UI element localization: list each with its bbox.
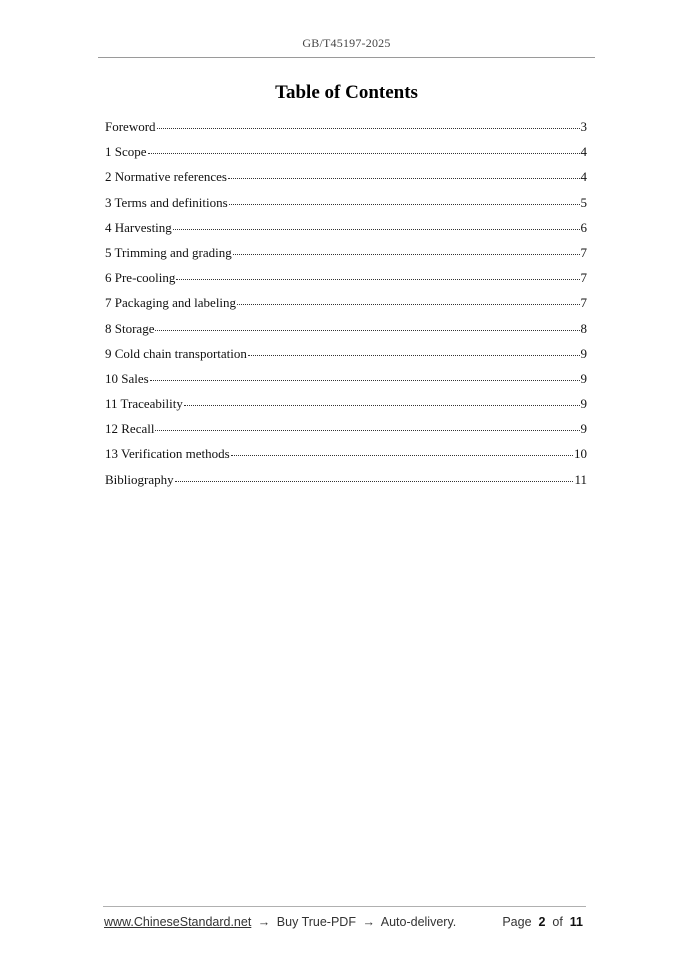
toc-entry-label: 6 Pre-cooling: [105, 270, 176, 286]
toc-entry-page-number: 4: [580, 169, 587, 185]
toc-dot-leader: [148, 149, 580, 154]
toc-entry-label: 1 Scope: [105, 144, 147, 160]
of-word: of: [552, 915, 563, 929]
toc-entry-label: 12 Recall: [105, 421, 155, 437]
toc-entry-page-number: 7: [580, 270, 587, 286]
footer-delivery-text: Auto-delivery.: [380, 915, 457, 929]
toc-entry[interactable]: [105, 244, 587, 269]
page-word: Page: [502, 915, 532, 929]
table-of-contents: [105, 118, 587, 496]
toc-entry-page-number: 9: [580, 345, 587, 361]
document-standard-code: GB/T45197-2025: [302, 36, 391, 50]
toc-entry[interactable]: [105, 269, 587, 294]
toc-entry-page-number: 8: [580, 320, 587, 336]
toc-entry-label: 13 Verification methods: [105, 446, 230, 462]
toc-entry[interactable]: [105, 168, 587, 193]
toc-entry-label: 7 Packaging and labeling: [105, 295, 237, 311]
toc-entry[interactable]: [105, 118, 587, 143]
toc-entry-label: Foreword: [105, 119, 156, 134]
toc-entry-label: 8 Storage: [105, 320, 155, 336]
total-pages-number: 11: [569, 915, 583, 929]
toc-entry[interactable]: [105, 420, 587, 445]
toc-dot-leader: [233, 250, 580, 255]
toc-entry-page-number: 6: [580, 219, 587, 235]
toc-entry-label: Bibliography: [105, 471, 174, 487]
current-page-number: 2: [538, 915, 546, 929]
toc-dot-leader: [184, 401, 580, 406]
toc-dot-leader: [248, 351, 580, 356]
toc-dot-leader: [155, 326, 579, 331]
toc-entry-page-number: 7: [580, 244, 587, 260]
toc-entry[interactable]: [105, 395, 587, 420]
toc-entry-page-number: 4: [580, 144, 587, 160]
toc-dot-leader: [157, 124, 580, 129]
toc-entry-page-number: 3: [580, 119, 587, 134]
site-link[interactable]: www.ChineseStandard.net: [104, 915, 252, 929]
toc-entry-label: 3 Terms and definitions: [105, 194, 228, 210]
toc-dot-leader: [228, 174, 580, 179]
toc-entry[interactable]: [105, 370, 587, 395]
toc-dot-leader: [155, 426, 579, 431]
toc-entry-page-number: 9: [580, 396, 587, 412]
toc-entry-label: 5 Trimming and grading: [105, 244, 232, 260]
toc-entry[interactable]: [105, 294, 587, 319]
toc-entry-page-number: 5: [580, 194, 587, 210]
toc-entry-label: 11 Traceability: [105, 396, 183, 412]
toc-dot-leader: [231, 451, 573, 456]
toc-entry-page-number: 7: [580, 295, 587, 311]
toc-entry-page-number: 9: [580, 370, 587, 386]
page-indicator: [502, 915, 583, 929]
toc-entry-label: 9 Cold chain transportation: [105, 345, 247, 361]
footer-divider: [103, 906, 586, 907]
footer-buy-text: Buy True-PDF: [276, 915, 356, 929]
toc-entry-page-number: 11: [574, 471, 587, 487]
toc-entry-label: 10 Sales: [105, 370, 149, 386]
toc-dot-leader: [176, 275, 579, 280]
toc-dot-leader: [175, 477, 574, 482]
toc-dot-leader: [173, 225, 580, 230]
toc-entry[interactable]: [105, 445, 587, 470]
toc-dot-leader: [150, 376, 580, 381]
toc-entry-page-number: 10: [574, 446, 587, 462]
toc-title: Table of Contents: [275, 82, 418, 103]
toc-entry[interactable]: [105, 320, 587, 345]
arrow-right-icon: →: [257, 915, 271, 929]
toc-dot-leader: [237, 300, 579, 305]
toc-entry-label: 2 Normative references: [105, 169, 227, 185]
toc-dot-leader: [229, 200, 580, 205]
page-footer: [104, 915, 587, 929]
toc-entry[interactable]: [105, 471, 587, 496]
toc-entry[interactable]: [105, 345, 587, 370]
toc-entry[interactable]: [105, 194, 587, 219]
arrow-right-icon: →: [362, 915, 375, 929]
toc-entry-page-number: 9: [580, 421, 587, 437]
header-divider: [98, 57, 595, 58]
toc-entry[interactable]: [105, 143, 587, 168]
toc-entry[interactable]: [105, 219, 587, 244]
toc-entry-label: 4 Harvesting: [105, 219, 172, 235]
